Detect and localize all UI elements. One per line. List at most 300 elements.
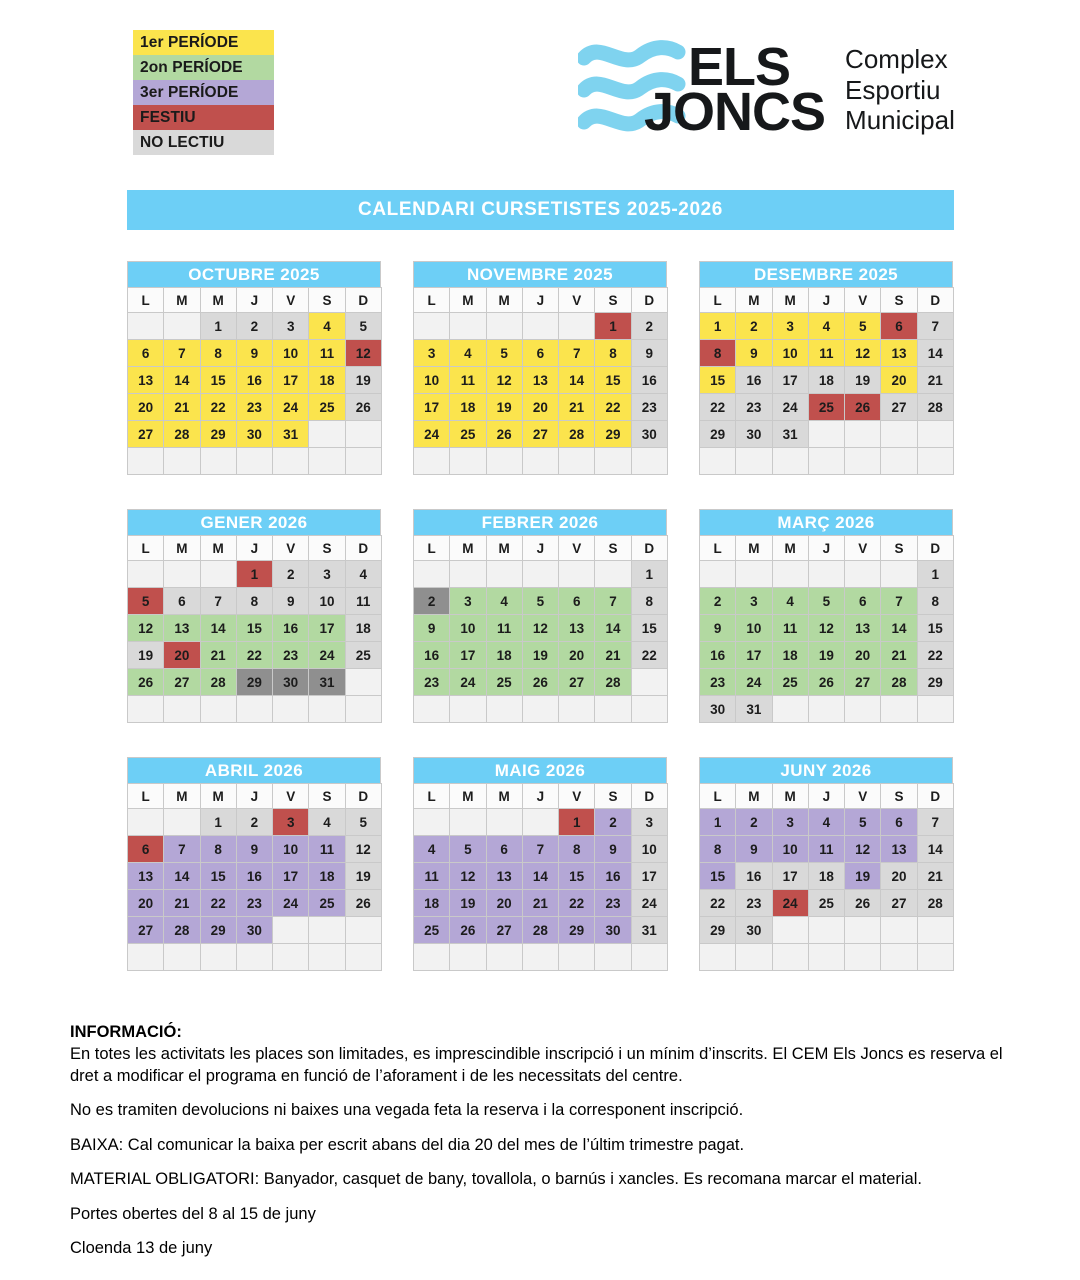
day-cell-p3[interactable]: 13 [881, 836, 917, 863]
day-cell-nolec[interactable]: 23 [631, 394, 667, 421]
week-row [414, 561, 668, 588]
day-cell-p3[interactable]: 5 [450, 836, 486, 863]
day-cell-p3[interactable]: 12 [845, 836, 881, 863]
day-cell-p1[interactable]: 12 [486, 367, 522, 394]
day-cell-fest[interactable]: 6 [128, 836, 164, 863]
day-cell-p3[interactable]: 9 [595, 836, 631, 863]
day-cell-p1[interactable]: 25 [450, 421, 486, 448]
day-cell-p2[interactable]: 14 [200, 615, 236, 642]
day-cell-p1[interactable]: 9 [736, 340, 772, 367]
day-cell-p3[interactable]: 2 [736, 809, 772, 836]
day-cell-nolec[interactable]: 2 [236, 313, 272, 340]
month-card [413, 261, 667, 475]
day-cell-p3[interactable]: 23 [236, 890, 272, 917]
day-cell-p1[interactable]: 2 [736, 313, 772, 340]
day-cell-p1[interactable]: 4 [309, 313, 345, 340]
day-cell-nolec[interactable]: 29 [917, 669, 953, 696]
day-cell-nolec[interactable]: 2 [236, 809, 272, 836]
day-cell-p3[interactable]: 16 [236, 863, 272, 890]
day-cell-p3[interactable]: 2 [595, 809, 631, 836]
day-cell-p1[interactable]: 22 [595, 394, 631, 421]
day-cell-p2[interactable]: 4 [772, 588, 808, 615]
day-cell-empty [200, 944, 236, 971]
day-cell-p1[interactable]: 20 [128, 394, 164, 421]
day-cell-nolec[interactable]: 16 [631, 367, 667, 394]
day-cell-p2[interactable]: 13 [559, 615, 595, 642]
day-cell-nolec[interactable]: 28 [917, 394, 953, 421]
day-cell-p1[interactable]: 3 [414, 340, 450, 367]
day-cell-p2[interactable]: 13 [845, 615, 881, 642]
day-cell-nolec2[interactable]: 31 [309, 669, 345, 696]
day-cell-p1[interactable]: 17 [414, 394, 450, 421]
day-cell-p2[interactable]: 3 [450, 588, 486, 615]
day-cell-p3[interactable]: 25 [309, 890, 345, 917]
day-cell-empty [128, 944, 164, 971]
day-cell-nolec[interactable]: 18 [345, 615, 381, 642]
day-cell-p3[interactable]: 10 [273, 836, 309, 863]
day-cell-p3[interactable]: 4 [808, 809, 844, 836]
day-cell-p2[interactable]: 23 [414, 669, 450, 696]
day-cell-nolec[interactable]: 17 [772, 863, 808, 890]
day-cell-empty [917, 421, 953, 448]
day-cell-p1[interactable]: 16 [236, 367, 272, 394]
day-cell-nolec[interactable]: 23 [736, 890, 772, 917]
day-cell-p3[interactable]: 25 [414, 917, 450, 944]
day-cell-empty [345, 917, 381, 944]
day-cell-p2[interactable]: 21 [595, 642, 631, 669]
day-cell-p2[interactable]: 20 [845, 642, 881, 669]
day-cell-p3[interactable]: 13 [128, 863, 164, 890]
day-cell-fest[interactable]: 8 [700, 340, 736, 367]
week-row [700, 863, 954, 890]
day-cell-nolec[interactable]: 26 [345, 890, 381, 917]
day-cell-nolec[interactable]: 14 [917, 836, 953, 863]
day-cell-p1[interactable]: 10 [273, 340, 309, 367]
day-cell-nolec[interactable]: 10 [309, 588, 345, 615]
day-cell-nolec[interactable]: 3 [309, 561, 345, 588]
day-cell-p1[interactable]: 28 [559, 421, 595, 448]
day-cell-p1[interactable]: 17 [273, 367, 309, 394]
day-cell-nolec[interactable]: 31 [772, 421, 808, 448]
day-cell-p2[interactable]: 11 [486, 615, 522, 642]
day-cell-nolec[interactable]: 30 [736, 917, 772, 944]
day-cell-p1[interactable]: 13 [522, 367, 558, 394]
day-cell-p2[interactable]: 12 [128, 615, 164, 642]
day-cell-p3[interactable]: 14 [522, 863, 558, 890]
day-cell-p3[interactable]: 20 [128, 890, 164, 917]
day-cell-p1[interactable]: 20 [522, 394, 558, 421]
day-cell-nolec[interactable]: 25 [808, 890, 844, 917]
day-cell-p3[interactable]: 16 [595, 863, 631, 890]
day-cell-p1[interactable]: 15 [200, 367, 236, 394]
day-cell-fest[interactable]: 1 [595, 313, 631, 340]
day-cell-p3[interactable]: 18 [309, 863, 345, 890]
day-cell-p3[interactable]: 28 [164, 917, 200, 944]
day-cell-p1[interactable]: 13 [128, 367, 164, 394]
day-cell-p3[interactable]: 19 [450, 890, 486, 917]
day-cell-nolec[interactable]: 25 [345, 642, 381, 669]
day-cell-nolec[interactable]: 29 [700, 917, 736, 944]
day-cell-p3[interactable]: 13 [486, 863, 522, 890]
day-cell-p1[interactable]: 21 [164, 394, 200, 421]
day-cell-p2[interactable]: 24 [450, 669, 486, 696]
day-cell-p2[interactable]: 13 [164, 615, 200, 642]
day-cell-p2[interactable]: 28 [595, 669, 631, 696]
day-cell-nolec[interactable]: 2 [273, 561, 309, 588]
day-cell-nolec[interactable]: 22 [700, 394, 736, 421]
day-cell-p1[interactable]: 22 [200, 394, 236, 421]
weekday-header-cell: M [164, 536, 200, 561]
day-cell-p1[interactable]: 7 [164, 340, 200, 367]
day-cell-nolec2[interactable]: 2 [414, 588, 450, 615]
day-cell-p2[interactable]: 21 [881, 642, 917, 669]
day-cell-nolec[interactable]: 23 [736, 394, 772, 421]
day-cell-nolec2[interactable]: 29 [236, 669, 272, 696]
day-cell-p1[interactable]: 29 [595, 421, 631, 448]
day-cell-p3[interactable]: 20 [486, 890, 522, 917]
day-cell-empty [808, 421, 844, 448]
day-cell-p2[interactable]: 2 [700, 588, 736, 615]
day-cell-p1[interactable]: 30 [236, 421, 272, 448]
weekday-header-cell: S [309, 784, 345, 809]
day-cell-empty [917, 696, 953, 723]
day-cell-p2[interactable]: 24 [309, 642, 345, 669]
day-cell-p3[interactable]: 5 [845, 809, 881, 836]
day-cell-nolec[interactable]: 17 [772, 367, 808, 394]
day-cell-nolec[interactable]: 7 [200, 588, 236, 615]
weekday-header-cell: M [736, 288, 772, 313]
day-cell-fest[interactable]: 25 [808, 394, 844, 421]
day-cell-p2[interactable]: 19 [522, 642, 558, 669]
week-row [128, 367, 382, 394]
day-cell-fest[interactable]: 26 [845, 394, 881, 421]
day-cell-p1[interactable]: 31 [273, 421, 309, 448]
day-cell-nolec[interactable]: 9 [273, 588, 309, 615]
day-cell-p3[interactable]: 18 [414, 890, 450, 917]
day-cell-p3[interactable]: 24 [273, 890, 309, 917]
weekday-header-cell: S [309, 288, 345, 313]
information-paragraphs [70, 1044, 1015, 1259]
day-cell-p2[interactable]: 28 [881, 669, 917, 696]
day-cell-nolec[interactable]: 10 [631, 836, 667, 863]
day-cell-p2[interactable]: 16 [700, 642, 736, 669]
week-row [700, 448, 954, 475]
day-cell-p1[interactable]: 27 [128, 421, 164, 448]
day-cell-p1[interactable]: 25 [309, 394, 345, 421]
day-cell-nolec[interactable]: 3 [273, 313, 309, 340]
day-cell-p1[interactable]: 11 [808, 340, 844, 367]
day-cell-p3[interactable]: 23 [595, 890, 631, 917]
day-cell-p1[interactable]: 24 [414, 421, 450, 448]
day-cell-nolec[interactable]: 6 [164, 588, 200, 615]
day-cell-p1[interactable]: 3 [772, 313, 808, 340]
day-cell-nolec[interactable]: 21 [917, 367, 953, 394]
day-cell-p3[interactable]: 30 [236, 917, 272, 944]
day-cell-p3[interactable]: 8 [559, 836, 595, 863]
day-cell-nolec[interactable]: 17 [631, 863, 667, 890]
day-cell-p3[interactable]: 8 [700, 836, 736, 863]
day-cell-p2[interactable]: 27 [845, 669, 881, 696]
day-cell-nolec[interactable]: 31 [631, 917, 667, 944]
day-cell-p3[interactable]: 26 [450, 917, 486, 944]
day-cell-p1[interactable]: 18 [450, 394, 486, 421]
day-cell-nolec[interactable]: 24 [631, 890, 667, 917]
day-cell-nolec[interactable]: 27 [881, 890, 917, 917]
day-cell-p3[interactable]: 14 [164, 863, 200, 890]
legend-item-p3 [133, 80, 274, 105]
day-cell-nolec2[interactable]: 30 [273, 669, 309, 696]
legend-item-label: 1er PERÍODE [140, 34, 239, 51]
weekday-header-cell: S [595, 784, 631, 809]
day-cell-p2[interactable]: 17 [450, 642, 486, 669]
day-cell-nolec[interactable]: 26 [845, 890, 881, 917]
day-cell-p2[interactable]: 6 [845, 588, 881, 615]
day-cell-p2[interactable]: 24 [736, 669, 772, 696]
day-cell-p1[interactable]: 11 [309, 340, 345, 367]
day-cell-p3[interactable]: 7 [522, 836, 558, 863]
day-cell-p3[interactable]: 28 [522, 917, 558, 944]
day-cell-fest[interactable]: 24 [772, 890, 808, 917]
day-cell-p2[interactable]: 4 [486, 588, 522, 615]
day-cell-p1[interactable]: 14 [559, 367, 595, 394]
day-cell-nolec[interactable]: 14 [917, 340, 953, 367]
day-cell-nolec[interactable]: 1 [917, 561, 953, 588]
day-cell-p2[interactable]: 26 [808, 669, 844, 696]
day-cell-nolec[interactable]: 22 [700, 890, 736, 917]
day-cell-p1[interactable]: 10 [772, 340, 808, 367]
day-cell-p2[interactable]: 23 [273, 642, 309, 669]
legend-item-p1 [133, 30, 274, 55]
day-cell-nolec[interactable]: 15 [917, 615, 953, 642]
day-cell-empty [522, 944, 558, 971]
day-cell-p1[interactable]: 11 [450, 367, 486, 394]
day-cell-p3[interactable]: 11 [808, 836, 844, 863]
day-cell-p1[interactable]: 13 [881, 340, 917, 367]
day-cell-p2[interactable]: 11 [772, 615, 808, 642]
day-cell-p2[interactable]: 5 [522, 588, 558, 615]
day-cell-nolec[interactable]: 20 [881, 863, 917, 890]
day-cell-nolec[interactable]: 4 [345, 561, 381, 588]
day-cell-nolec[interactable]: 7 [917, 809, 953, 836]
day-cell-p3[interactable]: 27 [128, 917, 164, 944]
day-cell-p3[interactable]: 17 [273, 863, 309, 890]
day-cell-p3[interactable]: 7 [164, 836, 200, 863]
day-cell-p2[interactable]: 14 [595, 615, 631, 642]
day-cell-p2[interactable]: 3 [736, 588, 772, 615]
week-row [414, 890, 668, 917]
day-cell-p2[interactable]: 18 [772, 642, 808, 669]
day-cell-p2[interactable]: 27 [164, 669, 200, 696]
day-cell-p3[interactable]: 6 [881, 809, 917, 836]
day-cell-p1[interactable]: 19 [486, 394, 522, 421]
day-cell-p2[interactable]: 22 [236, 642, 272, 669]
day-cell-nolec[interactable]: 19 [845, 367, 881, 394]
day-cell-p2[interactable]: 7 [595, 588, 631, 615]
day-cell-p3[interactable]: 10 [772, 836, 808, 863]
day-cell-nolec[interactable]: 5 [345, 809, 381, 836]
day-cell-p1[interactable]: 9 [236, 340, 272, 367]
day-cell-p2[interactable]: 23 [700, 669, 736, 696]
day-cell-p1[interactable]: 15 [595, 367, 631, 394]
day-cell-nolec[interactable]: 18 [808, 863, 844, 890]
day-cell-p1[interactable]: 7 [559, 340, 595, 367]
day-cell-nolec[interactable]: 8 [236, 588, 272, 615]
day-cell-p2[interactable]: 16 [273, 615, 309, 642]
day-cell-fest[interactable]: 5 [128, 588, 164, 615]
day-cell-p1[interactable]: 27 [522, 421, 558, 448]
day-cell-nolec[interactable]: 12 [345, 836, 381, 863]
day-cell-p3[interactable]: 4 [414, 836, 450, 863]
day-cell-p2[interactable]: 9 [414, 615, 450, 642]
day-cell-nolec[interactable]: 30 [736, 421, 772, 448]
day-cell-nolec[interactable]: 11 [345, 588, 381, 615]
day-cell-p3[interactable]: 15 [200, 863, 236, 890]
day-cell-fest[interactable]: 1 [236, 561, 272, 588]
day-cell-p2[interactable]: 26 [128, 669, 164, 696]
month-table [127, 287, 382, 475]
day-cell-p1[interactable]: 21 [559, 394, 595, 421]
day-cell-p1[interactable]: 8 [200, 340, 236, 367]
day-cell-p3[interactable]: 12 [450, 863, 486, 890]
day-cell-nolec[interactable]: 31 [736, 696, 772, 723]
day-cell-p3[interactable]: 30 [595, 917, 631, 944]
day-cell-p3[interactable]: 29 [200, 917, 236, 944]
day-cell-p2[interactable]: 6 [559, 588, 595, 615]
day-cell-p2[interactable]: 20 [559, 642, 595, 669]
day-cell-p1[interactable]: 15 [700, 367, 736, 394]
day-cell-nolec[interactable]: 16 [736, 367, 772, 394]
day-cell-p1[interactable]: 18 [309, 367, 345, 394]
day-cell-nolec[interactable]: 26 [345, 394, 381, 421]
day-cell-p1[interactable]: 26 [486, 421, 522, 448]
day-cell-p2[interactable]: 14 [881, 615, 917, 642]
day-cell-nolec[interactable]: 19 [128, 642, 164, 669]
day-cell-fest[interactable]: 6 [881, 313, 917, 340]
day-cell-p3[interactable]: 8 [200, 836, 236, 863]
day-cell-nolec[interactable]: 5 [345, 313, 381, 340]
day-cell-nolec[interactable]: 29 [700, 421, 736, 448]
day-cell-p1[interactable]: 6 [522, 340, 558, 367]
day-cell-p2[interactable]: 17 [309, 615, 345, 642]
day-cell-p3[interactable]: 15 [559, 863, 595, 890]
day-cell-nolec[interactable]: 16 [736, 863, 772, 890]
day-cell-p1[interactable]: 5 [845, 313, 881, 340]
day-cell-fest[interactable]: 3 [273, 809, 309, 836]
day-cell-p3[interactable]: 6 [486, 836, 522, 863]
day-cell-p3[interactable]: 3 [772, 809, 808, 836]
day-cell-p2[interactable]: 25 [486, 669, 522, 696]
day-cell-p1[interactable]: 5 [486, 340, 522, 367]
day-cell-p1[interactable]: 20 [881, 367, 917, 394]
day-cell-p2[interactable]: 5 [808, 588, 844, 615]
day-cell-p2[interactable]: 18 [486, 642, 522, 669]
legend-item-p2 [133, 55, 274, 80]
day-cell-p1[interactable]: 24 [273, 394, 309, 421]
logo-subtitle [845, 44, 955, 136]
day-cell-p2[interactable]: 25 [772, 669, 808, 696]
day-cell-p2[interactable]: 27 [559, 669, 595, 696]
day-cell-nolec[interactable]: 3 [631, 809, 667, 836]
day-cell-p3[interactable]: 15 [700, 863, 736, 890]
day-cell-p1[interactable]: 1 [700, 313, 736, 340]
day-cell-nolec[interactable]: 22 [631, 642, 667, 669]
day-cell-p3[interactable]: 22 [559, 890, 595, 917]
day-cell-nolec[interactable]: 1 [200, 809, 236, 836]
day-cell-nolec[interactable]: 19 [345, 367, 381, 394]
day-cell-nolec[interactable]: 15 [631, 615, 667, 642]
day-cell-p1[interactable]: 12 [845, 340, 881, 367]
day-cell-p3[interactable]: 27 [486, 917, 522, 944]
day-cell-p1[interactable]: 14 [164, 367, 200, 394]
day-cell-p2[interactable]: 10 [450, 615, 486, 642]
day-cell-p2[interactable]: 26 [522, 669, 558, 696]
day-cell-p3[interactable]: 21 [522, 890, 558, 917]
day-cell-nolec[interactable]: 19 [345, 863, 381, 890]
day-cell-p3[interactable]: 1 [700, 809, 736, 836]
day-cell-p2[interactable]: 15 [236, 615, 272, 642]
day-cell-p1[interactable]: 23 [236, 394, 272, 421]
day-cell-nolec[interactable]: 22 [917, 642, 953, 669]
day-cell-p3[interactable]: 11 [309, 836, 345, 863]
day-cell-p2[interactable]: 7 [881, 588, 917, 615]
day-cell-nolec[interactable]: 8 [917, 588, 953, 615]
day-cell-nolec[interactable]: 9 [631, 340, 667, 367]
day-cell-p1[interactable]: 8 [595, 340, 631, 367]
day-cell-p2[interactable]: 10 [736, 615, 772, 642]
day-cell-fest[interactable]: 12 [345, 340, 381, 367]
day-cell-p3[interactable]: 9 [236, 836, 272, 863]
day-cell-p3[interactable]: 11 [414, 863, 450, 890]
weekday-header-row [128, 784, 382, 809]
day-cell-p2[interactable]: 12 [808, 615, 844, 642]
day-cell-nolec[interactable]: 7 [917, 313, 953, 340]
day-cell-fest[interactable]: 20 [164, 642, 200, 669]
day-cell-nolec[interactable]: 2 [631, 313, 667, 340]
day-cell-p1[interactable]: 6 [128, 340, 164, 367]
day-cell-empty [273, 917, 309, 944]
day-cell-nolec[interactable]: 4 [309, 809, 345, 836]
day-cell-nolec[interactable]: 1 [200, 313, 236, 340]
day-cell-nolec[interactable]: 30 [631, 421, 667, 448]
day-cell-p1[interactable]: 10 [414, 367, 450, 394]
day-cell-nolec[interactable]: 30 [700, 696, 736, 723]
day-cell-p2[interactable]: 16 [414, 642, 450, 669]
day-cell-p2[interactable]: 17 [736, 642, 772, 669]
day-cell-nolec[interactable]: 28 [917, 890, 953, 917]
day-cell-fest[interactable]: 1 [559, 809, 595, 836]
day-cell-p3[interactable]: 9 [736, 836, 772, 863]
day-cell-p2[interactable]: 21 [200, 642, 236, 669]
day-cell-nolec[interactable]: 27 [881, 394, 917, 421]
day-cell-nolec[interactable]: 18 [808, 367, 844, 394]
day-cell-p1[interactable]: 4 [450, 340, 486, 367]
day-cell-nolec[interactable]: 21 [917, 863, 953, 890]
day-cell-p1[interactable]: 28 [164, 421, 200, 448]
day-cell-p2[interactable]: 28 [200, 669, 236, 696]
day-cell-p3[interactable]: 21 [164, 890, 200, 917]
day-cell-nolec[interactable]: 1 [631, 561, 667, 588]
day-cell-p1[interactable]: 29 [200, 421, 236, 448]
day-cell-p3[interactable]: 22 [200, 890, 236, 917]
day-cell-p3[interactable]: 19 [845, 863, 881, 890]
day-cell-p3[interactable]: 29 [559, 917, 595, 944]
day-cell-p1[interactable]: 4 [808, 313, 844, 340]
day-cell-p2[interactable]: 9 [700, 615, 736, 642]
day-cell-p2[interactable]: 19 [808, 642, 844, 669]
day-cell-nolec[interactable]: 24 [772, 394, 808, 421]
day-cell-p2[interactable]: 12 [522, 615, 558, 642]
day-cell-nolec[interactable]: 8 [631, 588, 667, 615]
